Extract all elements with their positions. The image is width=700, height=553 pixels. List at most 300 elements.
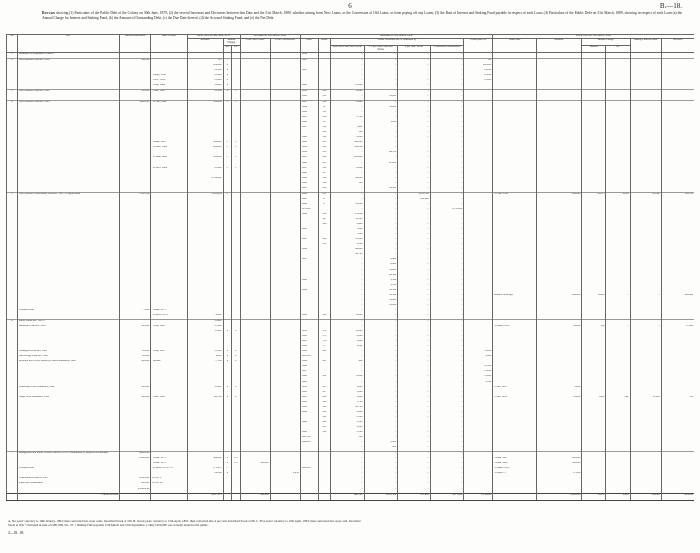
row-three-half-inscribed: .. — [364, 381, 398, 386]
row-dates: 123 — [318, 151, 330, 156]
row-amount: 77,700 — [187, 360, 223, 365]
row-dates: 128 — [318, 177, 330, 182]
row-three-half-inscribed: 400 — [364, 446, 398, 452]
row-four-pct-stock: .. — [398, 126, 431, 131]
row-three-half-inscribed: .. — [364, 355, 398, 360]
row-consolidated: .. — [430, 446, 464, 452]
row-four-pct-inscribed: .. — [330, 462, 364, 467]
row-dates: 190 — [318, 401, 330, 406]
row-consolidated: .. — [430, 431, 464, 436]
row-dates: C — [318, 203, 330, 208]
row-consolidated: .. — [430, 243, 464, 248]
row-three-half-inscribed: .. — [364, 52, 398, 58]
row-three-half-inscribed: 19,000 — [364, 95, 398, 101]
row-four-pct-stock: .. — [398, 141, 431, 146]
row-date: 1859 — [300, 52, 318, 58]
row-date: 1882 — [300, 228, 318, 233]
row-three-half-inscribed: .. — [364, 213, 398, 218]
row-int: 6 — [223, 396, 231, 401]
row-three-half-inscribed: .. — [364, 406, 398, 411]
carried-forward-label: Carried forward — [17, 493, 119, 500]
row-amount-1889: 200,000 — [536, 457, 582, 462]
row-interest: 300 — [582, 325, 606, 330]
row-four-pct-stock: .. — [398, 187, 431, 193]
cf-three-half-inscribed: 1,012,500 — [364, 493, 398, 500]
row-int: 5 — [223, 167, 231, 172]
row-act: Wellington Loan Act, 1865 — [17, 350, 119, 355]
row-consolidated: .. — [430, 335, 464, 340]
row-no: 1 — [7, 52, 18, 58]
row-amount: 23,000 — [187, 386, 223, 391]
row-four-pct-stock: .. — [398, 274, 431, 279]
col-from-conversions: From Conversions. — [270, 38, 300, 52]
row-four-pct-inscribed: 400 — [330, 360, 364, 365]
row-no: 4 — [7, 100, 18, 106]
row-four-pct-inscribed: .. — [330, 472, 364, 477]
row-four-pct-inscribed: .. — [330, 365, 364, 370]
col-date: Date. — [300, 38, 318, 52]
col-annual-charge-1889: Annual Charge. — [582, 38, 630, 45]
row-consolidated: .. — [430, 411, 464, 416]
row-consolidated: .. — [430, 319, 464, 325]
cf-consolidated: 5,271,800 — [430, 493, 464, 500]
row-sf: 1 — [232, 89, 240, 95]
row-four-pct-stock: .. — [398, 467, 431, 472]
row-four-pct-inscribed: .. — [330, 95, 364, 101]
row-date: 1883 — [300, 406, 318, 411]
row-four-pct-inscribed: 1,500 — [330, 421, 364, 426]
row-four-pct-inscribed: 1,700 — [330, 401, 364, 406]
row-date: 1879-80 — [300, 208, 318, 213]
row-three-half-inscribed: .. — [364, 79, 398, 84]
row-four-pct-stock: .. — [398, 431, 431, 436]
row-issue-date: 1 Oct., 1858 — [151, 79, 187, 84]
row-amount-1889: 50,000 — [536, 325, 582, 330]
row-sf: 2 — [232, 396, 240, 401]
col-when-due: When Due. — [493, 38, 536, 52]
row-date: 1887 — [300, 167, 318, 172]
row-consolidated: .. — [430, 289, 464, 294]
row-consolidated: .. — [430, 79, 464, 84]
row-four-pct-stock: .. — [398, 416, 431, 421]
col-consolidated: Consolidated Debentures. — [430, 45, 464, 52]
row-three-half-inscribed: 3,200 — [364, 121, 398, 126]
row-consolidated: .. — [430, 146, 464, 151]
row-int: 6 — [223, 69, 231, 74]
row-four-pct-stock: .. — [398, 365, 431, 370]
row-accrued: 11,220 — [630, 396, 661, 401]
row-authorized: 150,000 — [120, 89, 151, 95]
row-amount: 116,700 — [187, 396, 223, 401]
row-paid-off: 15,000 — [464, 350, 493, 355]
row-authorized: 20,000 — [120, 350, 151, 355]
row-four-pct-stock: .. — [398, 131, 431, 136]
row-consolidated: .. — [430, 69, 464, 74]
row-act: New Zealand Loan Act, 1863 — [17, 100, 119, 106]
row-four-pct-stock: .. — [398, 314, 431, 320]
row-paid-off: 511 — [464, 58, 493, 64]
row-three-half-inscribed: 47,000 — [364, 162, 398, 167]
row-date: 1883 — [300, 146, 318, 151]
row-act: Otago Loan Ordinance, 1862 — [17, 396, 119, 401]
row-date: 1886 — [300, 203, 318, 208]
row-when-due: 1 June, 1908 — [493, 462, 536, 467]
carried-forward-row — [7, 493, 695, 500]
row-date: 1889 — [300, 289, 318, 294]
row-dates: 119 — [318, 131, 330, 136]
row-int: 4 — [223, 457, 231, 462]
row-consolidated: .. — [430, 426, 464, 431]
row-four-pct-stock: .. — [398, 386, 431, 391]
row-date: 1884 — [300, 411, 318, 416]
row-four-pct-stock: .. — [398, 52, 431, 58]
col-no: No. — [7, 35, 18, 53]
row-sf: 2 — [232, 350, 240, 355]
row-amount: 400,000 — [187, 457, 223, 462]
row-four-pct-inscribed: 2,000 — [330, 335, 364, 340]
row-date: 1868 — [300, 84, 318, 90]
row-four-pct-inscribed: .. — [330, 198, 364, 203]
col-three-half-inscribed: 3½ per cents. Inscribed Stock. — [364, 45, 398, 52]
row-dates: 126 — [318, 167, 330, 172]
row-consolidated: .. — [430, 436, 464, 441]
row-int: 5 — [223, 467, 231, 472]
row-three-half-inscribed: .. — [364, 325, 398, 330]
row-three-half-inscribed: .. — [364, 74, 398, 79]
cf-four-pct-inscribed: 468,700 — [330, 493, 364, 500]
row-consolidated: .. — [430, 248, 464, 253]
row-issue-date: 1 Aug., 1858 — [151, 74, 187, 79]
row-three-half-inscribed: 52,500 — [364, 294, 398, 299]
row-consolidated: .. — [430, 355, 464, 360]
row-authorized: 500,000 — [120, 325, 151, 330]
row-three-half-inscribed: .. — [364, 345, 398, 350]
row-paid-off: 25,000 — [464, 74, 493, 79]
row-four-pct-inscribed: .. — [330, 457, 364, 462]
row-four-pct-stock: .. — [398, 172, 431, 177]
row-net-debt: 17,800 — [661, 325, 694, 330]
row-four-pct-stock: .. — [398, 269, 431, 274]
row-four-pct-inscribed: .. — [330, 477, 364, 482]
row-act: Lyttelton and Ch.Ch. Railway Loans Ordinances, 1860 — [17, 360, 119, 365]
row-three-half-inscribed: .. — [364, 375, 398, 380]
row-when-due: 1 June, 1907 — [493, 457, 536, 462]
row-consolidated: .. — [430, 203, 464, 208]
row-four-pct-stock: .. — [398, 58, 431, 64]
row-four-pct-inscribed: .. — [330, 299, 364, 304]
row-consolidated: .. — [430, 218, 464, 223]
row-consolidated: .. — [430, 488, 464, 494]
row-four-pct-inscribed: 1,000 — [330, 345, 364, 350]
row-four-pct-inscribed: 68,800 — [330, 177, 364, 182]
row-four-pct-inscribed: .. — [330, 289, 364, 294]
row-amount: 5,521,800 — [187, 192, 223, 198]
row-dates: 127 — [318, 172, 330, 177]
row-sf: 2 — [232, 386, 240, 391]
col-amount: Amount. — [187, 38, 223, 52]
row-consolidated: .. — [430, 482, 464, 487]
row-dates: 181 — [318, 360, 330, 365]
row-four-pct-inscribed: 35,900 — [330, 100, 364, 106]
row-paid-off: 25,000 — [464, 69, 493, 74]
row-issue-date: 15 Mar., 1866 — [151, 146, 187, 151]
row-authorized: 7,160,100 — [120, 192, 151, 198]
row-three-half-inscribed: 6,900 — [364, 263, 398, 268]
row-four-pct-inscribed: 8,100 — [330, 416, 364, 421]
row-when-due: 15 April, 1913 — [493, 467, 536, 472]
row-issue-date: In No. 5. — [151, 477, 187, 482]
row-three-half-inscribed: .. — [364, 233, 398, 238]
row-four-pct-stock: .. — [398, 299, 431, 304]
public-debt-table — [6, 34, 694, 501]
row-four-pct-inscribed: 100 — [330, 436, 364, 441]
row-no: 6 — [7, 319, 18, 325]
row-date: 1886 — [300, 365, 318, 370]
row-four-pct-inscribed: 7,800 — [330, 228, 364, 233]
row-four-pct-inscribed: 2,600 — [330, 411, 364, 416]
row-amount: 81,100 — [187, 89, 223, 95]
row-three-half-inscribed: .. — [364, 482, 398, 487]
row-four-pct-stock: .. — [398, 100, 431, 106]
row-four-pct-stock: .. — [398, 391, 431, 396]
row-sf: 2 — [232, 330, 240, 335]
row-four-pct-inscribed: .. — [330, 467, 364, 472]
row-int: 6 — [223, 84, 231, 90]
row-act: New Zealand Loan Act, 1860 — [17, 89, 119, 95]
col-date-of-issue: Date of Issue. — [151, 35, 187, 53]
row-int: 6 — [223, 89, 231, 95]
row-amount-1889: 27,000 — [536, 472, 582, 477]
row-sf: 2 — [232, 360, 240, 365]
row-consolidated: .. — [430, 156, 464, 161]
row-four-pct-stock: .. — [398, 136, 431, 141]
footnote-line: Stock at 100. * Included in sum of £281,000, No. 53. † Sinking Fund payable 15th March and 15th September. ‡ Only £250,000 was actually issued to the public. — [8, 523, 209, 528]
row-act: Immigration and Public Works Loan Act, 1870—Guaranteed by Imperial Government — [17, 452, 119, 458]
row-four-pct-inscribed: .. — [330, 192, 364, 198]
row-amount-1889: 266,400 — [536, 294, 582, 299]
row-four-pct-inscribed: 53,600 — [330, 314, 364, 320]
row-issue-date: 15 Jan., 1864 — [151, 100, 187, 106]
row-three-half-inscribed: .. — [364, 314, 398, 320]
group-debt-1879: Public Debt on 30th June, 1879. — [187, 35, 240, 39]
row-three-half-inscribed: .. — [364, 416, 398, 421]
row-sf: 2½ — [232, 462, 240, 467]
row-three-half-inscribed: .. — [364, 111, 398, 116]
row-four-pct-inscribed: .. — [330, 452, 364, 458]
row-four-pct-inscribed: 11,000 — [330, 330, 364, 335]
cf-paid-off: 1,134,000 — [464, 493, 493, 500]
row-dates: B — [318, 198, 330, 203]
row-dates: 174 — [318, 330, 330, 335]
row-four-pct-inscribed: .. — [330, 355, 364, 360]
row-issue-date: 15 April, 1876 — [151, 314, 187, 320]
row-four-pct-inscribed: .. — [330, 304, 364, 309]
row-four-pct-inscribed: 7,000 — [330, 233, 364, 238]
row-date: 1886 — [300, 421, 318, 426]
row-date: 1886 — [300, 162, 318, 167]
row-date: 1884 — [300, 248, 318, 253]
row-dates: 189 — [318, 396, 330, 401]
footnote-line: A. Six years' currency to 19th January, 1893; then converted into 4 per cents. Inscribed Stock at 100. B. Seven years' currency to 15th April, 1891; then converted into 4 per cent. Inscribed Stock at 96. C. Five years' currency to 15th April, 1893; then converted into 4 per cent. Inscribed — [8, 519, 361, 523]
row-four-pct-inscribed: .. — [330, 172, 364, 177]
row-four-pct-inscribed: 300,000 — [330, 141, 364, 146]
row-dates: 175 — [318, 335, 330, 340]
row-four-pct-stock: .. — [398, 111, 431, 116]
row-issue-date: 1 June, 1872 — [151, 462, 187, 467]
cf-sinking-fund: 2,900 — [606, 493, 630, 500]
row-four-pct-stock: .. — [398, 294, 431, 299]
row-three-half-inscribed: .. — [364, 84, 398, 90]
row-interest: 11,800 — [582, 294, 606, 299]
row-when-due: 15 Jan., 1914 — [493, 192, 536, 198]
row-three-half-inscribed: .. — [364, 421, 398, 426]
row-four-pct-stock: .. — [398, 345, 431, 350]
row-consolidated: .. — [430, 370, 464, 375]
row-consolidated: .. — [430, 375, 464, 380]
row-int: 6 — [223, 79, 231, 84]
col-four-pct-stock: 4 per cent. Stock. — [398, 45, 431, 52]
row-consolidated: .. — [430, 467, 464, 472]
row-date: 1883 — [300, 238, 318, 243]
row-four-pct-stock: .. — [398, 64, 431, 69]
row-authorized: 45,000,000 — [120, 488, 151, 494]
row-int: 5 — [223, 146, 231, 151]
col-annual-charge: Annual Charge. — [223, 38, 240, 45]
row-issue-date: 15 June, 1866 — [151, 156, 187, 161]
row-date: 1888 — [300, 431, 318, 436]
row-four-pct-inscribed: .. — [330, 488, 364, 494]
row-date: 1867 — [300, 69, 318, 74]
row-amount: 200,000 — [187, 146, 223, 151]
row-date: 1882 — [300, 335, 318, 340]
row-consolidated: .. — [430, 345, 464, 350]
row-four-pct-inscribed: 1,000 — [330, 340, 364, 345]
row-sf: 1 — [232, 146, 240, 151]
row-consolidated: .. — [430, 350, 464, 355]
row-four-pct-inscribed: .. — [330, 284, 364, 289]
row-sf: 1 — [232, 100, 240, 106]
row-three-half-inscribed: .. — [364, 100, 398, 106]
row-three-half-inscribed: .. — [364, 182, 398, 187]
row-consolidated: .. — [430, 274, 464, 279]
cf-amount: 9,287,211 — [187, 493, 223, 500]
row-dates: 193 — [318, 416, 330, 421]
row-four-pct-inscribed: 46,600 — [330, 248, 364, 253]
row-four-pct-inscribed: .. — [330, 441, 364, 446]
row-four-pct-stock: .. — [398, 436, 431, 441]
row-three-half-inscribed: .. — [364, 319, 398, 325]
row-three-half-inscribed: .. — [364, 208, 398, 213]
row-four-pct-stock: .. — [398, 218, 431, 223]
row-four-pct-inscribed: .. — [330, 482, 364, 487]
row-four-pct-stock: .. — [398, 121, 431, 126]
row-three-half-inscribed: 63,300 — [364, 289, 398, 294]
cf-net-debt: 665,280 — [661, 493, 694, 500]
row-consolidated: .. — [430, 314, 464, 320]
row-date: 1883 — [300, 187, 318, 193]
row-three-half-inscribed: .. — [364, 360, 398, 365]
row-four-pct-inscribed: 1,400 — [330, 126, 364, 131]
row-sf: 2½ — [232, 457, 240, 462]
row-consolidated: .. — [430, 89, 464, 95]
row-four-pct-inscribed: 1,000 — [330, 391, 364, 396]
col-sinking-fund-accrued: Sinking Fund Accrued. — [630, 38, 661, 52]
row-date: 1882 — [300, 391, 318, 396]
row-consolidated: .. — [430, 391, 464, 396]
row-four-pct-stock: .. — [398, 488, 431, 494]
row-four-pct-inscribed: 371,000 — [330, 213, 364, 218]
row-sinking-fund: .. — [606, 325, 630, 330]
row-dates: 115 — [318, 111, 330, 116]
row-accrued: 115,300 — [630, 192, 661, 198]
row-three-half-inscribed: .. — [364, 330, 398, 335]
col-four-pct-inscribed: 4 per cents. Inscribed Stock. — [330, 45, 364, 52]
row-amount: 4,300 — [187, 355, 223, 360]
row-when-due: 2 Jan., 1915 — [493, 386, 536, 391]
row-four-pct-inscribed: 100 — [330, 182, 364, 187]
row-dates: 149 — [318, 238, 330, 243]
row-three-half-inscribed: .. — [364, 203, 398, 208]
row-consolidated: .. — [430, 192, 464, 198]
row-three-half-inscribed: .. — [364, 335, 398, 340]
row-four-pct-inscribed: 2,400 — [330, 223, 364, 228]
row-three-half-inscribed: .. — [364, 248, 398, 253]
row-dates: 117 — [318, 121, 330, 126]
row-dates: 187 — [318, 391, 330, 396]
row-amount: 25,000 — [187, 84, 223, 90]
row-act: 4-per-cent. Preferential — [17, 482, 119, 487]
row-consolidated: .. — [430, 182, 464, 187]
row-amount: 25,000 — [187, 74, 223, 79]
row-date: 1882 — [300, 401, 318, 406]
row-four-pct-stock: .. — [398, 426, 431, 431]
row-dates: 180 — [318, 350, 330, 355]
row-four-pct-inscribed: 25,000 — [330, 84, 364, 90]
row-four-pct-stock: .. — [398, 177, 431, 182]
row-int: 4 — [223, 472, 231, 477]
row-authorized: 20,000 — [120, 355, 151, 360]
row-net-debt: 150,700 — [661, 192, 694, 198]
row-four-pct-inscribed: .. — [330, 294, 364, 299]
row-date: 1889 — [300, 314, 318, 320]
row-dates: 194 — [318, 421, 330, 426]
row-act: New Zealand Loan Act, 1856 — [17, 58, 119, 64]
row-four-pct-inscribed: 6,800 — [330, 375, 364, 380]
row-consolidated: 1,153,800 — [430, 208, 464, 213]
row-date: 1885 — [300, 198, 318, 203]
row-consolidated: .. — [430, 121, 464, 126]
row-four-pct-stock: .. — [398, 253, 431, 258]
row-four-pct-stock: .. — [398, 411, 431, 416]
row-amount-1889: 12,000 — [536, 396, 582, 401]
row-four-pct-stock: .. — [398, 289, 431, 294]
row-four-pct-inscribed: .. — [330, 69, 364, 74]
row-four-pct-stock: .. — [398, 406, 431, 411]
row-three-half-inscribed: .. — [364, 350, 398, 355]
row-four-pct-stock: .. — [398, 248, 431, 253]
row-issue-date: 1 July, 1863 — [151, 325, 187, 330]
row-four-pct-inscribed: .. — [330, 58, 364, 64]
row-authorized: 300,000 — [120, 360, 151, 365]
row-date: 1884 — [300, 151, 318, 156]
row-sinking-fund: 240 — [606, 396, 630, 401]
row-when-due: Annual Drawings — [493, 294, 536, 299]
row-three-half-inscribed: 31,600 — [364, 269, 398, 274]
cf-interest: 55,679 — [582, 493, 606, 500]
row-consolidated: .. — [430, 416, 464, 421]
col-loans-paid-off: Loans paid off. — [464, 38, 493, 52]
row-amount: 1,510,000 — [187, 177, 223, 182]
